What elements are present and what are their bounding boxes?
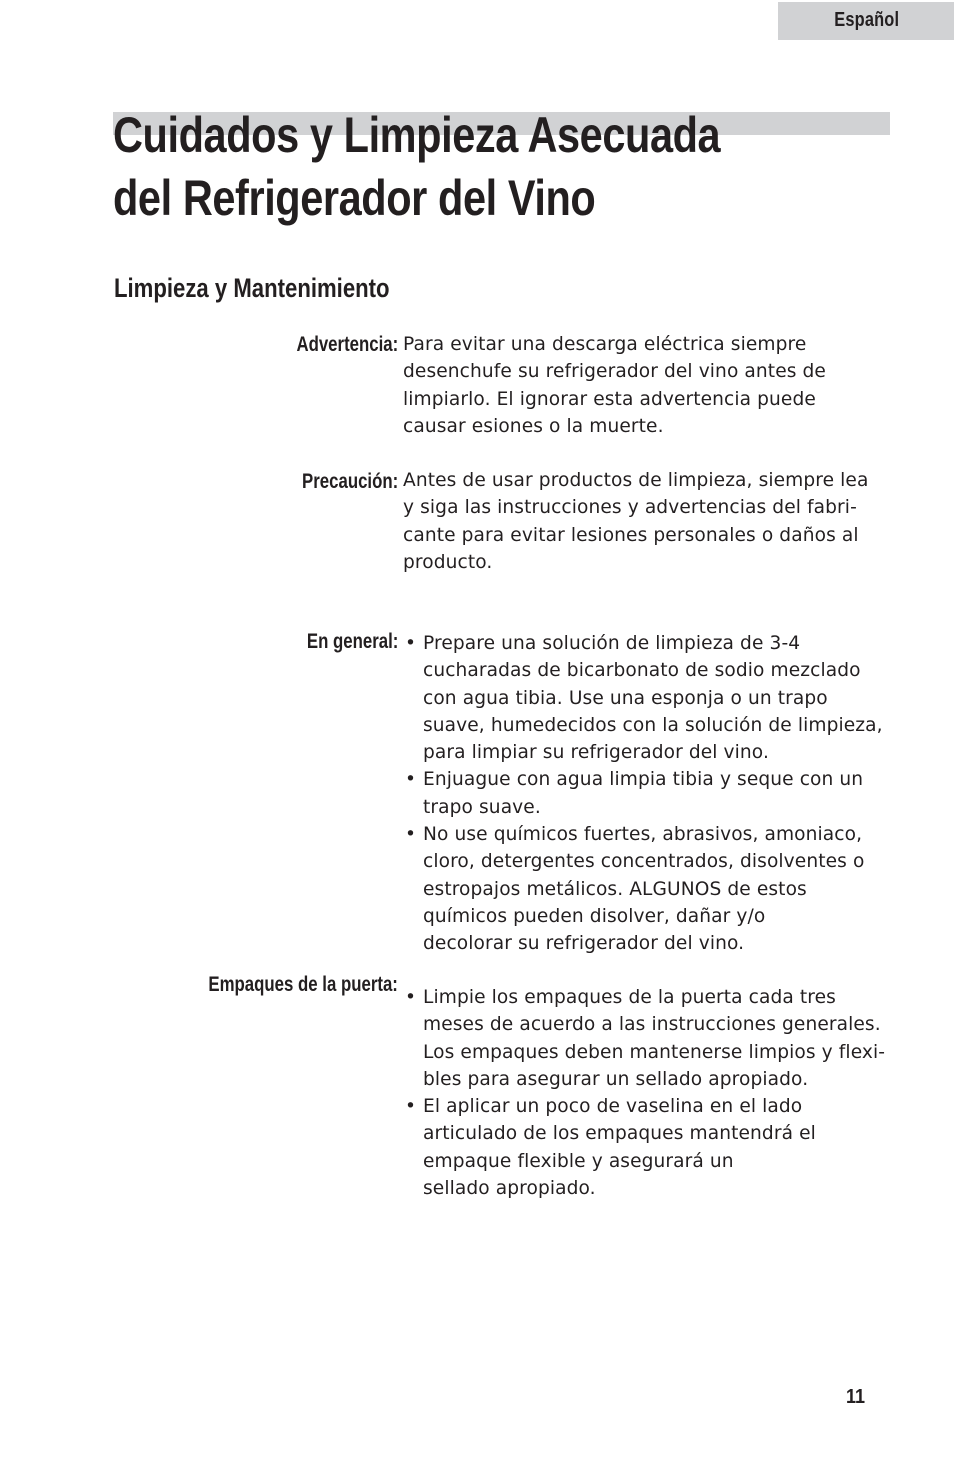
- text-line: • Prepare una solución de limpieza de 3-4: [423, 633, 801, 654]
- text-line: y siga las instrucciones y advertencias del fabri-: [403, 497, 857, 519]
- empaques-list: [403, 984, 893, 1202]
- text-line: con agua tibia. Use una esponja o un trapo: [423, 687, 828, 709]
- term-empaques-de-la-puerta: Empaques de la puerta:: [208, 973, 398, 996]
- text-line: para limpiar su refrigerador del vino.: [423, 742, 769, 764]
- list-item: [403, 630, 893, 766]
- empaques-list-block: [403, 984, 893, 1202]
- text-line: empaque flexible y asegurará un: [423, 1150, 734, 1172]
- text-line: • No use químicos fuertes, abrasivos, amoniaco,: [423, 824, 863, 846]
- text-line: • El aplicar un poco de vaselina en el lado: [423, 1096, 803, 1118]
- page-title-line-2: del Refrigerador del Vino: [113, 170, 596, 226]
- text-line: sellado apropiado.: [423, 1178, 596, 1200]
- list-item: [403, 984, 893, 1093]
- list-item: [403, 1093, 893, 1202]
- general-list-block: [403, 630, 893, 958]
- term-precaucion: Precaución:: [301, 470, 398, 493]
- text-line: • Limpie los empaques de la puerta cada tres: [423, 987, 836, 1008]
- language-tab: [778, 2, 954, 40]
- page-title: [113, 104, 794, 230]
- text-line: • Enjuague con agua limpia tibia y seque con un: [423, 769, 864, 791]
- text-line: decolorar su refrigerador del vino.: [423, 933, 745, 955]
- text-line: Los empaques deben mantenerse limpios y flexi-: [423, 1041, 886, 1063]
- text-line: cloro, detergentes concentrados, disolventes o: [423, 851, 865, 873]
- list-item: [403, 821, 893, 957]
- text-line: causar esiones o la muerte.: [403, 415, 664, 437]
- text-line: limpiarlo. El ignorar esta advertencia puede: [403, 388, 816, 410]
- text-line: suave, humedecidos con la solución de limpieza,: [423, 714, 883, 736]
- text-line: Para evitar una descarga eléctrica siempre: [403, 334, 807, 355]
- page-number: 11: [846, 1386, 866, 1408]
- section-heading: Limpieza y Mantenimiento: [114, 273, 390, 303]
- text-line: Antes de usar productos de limpieza, siempre lea: [403, 470, 869, 491]
- text-line: cucharadas de bicarbonato de sodio mezclado: [423, 660, 861, 682]
- general-list: [403, 630, 893, 958]
- advertencia-text: [403, 331, 893, 440]
- text-line: articulado de los empaques mantendrá el: [423, 1123, 816, 1145]
- list-item: [403, 766, 893, 821]
- text-line: bles para asegurar un sellado apropiado.: [423, 1068, 809, 1090]
- text-line: químicos pueden disolver, dañar y/o: [423, 905, 766, 927]
- text-line: estropajos metálicos. ALGUNOS de estos: [423, 878, 807, 900]
- text-line: producto.: [403, 551, 493, 573]
- text-line: cante para evitar lesiones personales o daños al: [403, 524, 859, 546]
- term-en-general: En general:: [306, 630, 398, 653]
- text-line: desenchufe su refrigerador del vino antes de: [403, 361, 826, 383]
- page-title-line-1: Cuidados y Limpieza Asecuada: [113, 107, 721, 163]
- text-line: meses de acuerdo a las instrucciones generales.: [423, 1014, 881, 1036]
- language-label: Español: [834, 9, 899, 31]
- term-advertencia: Advertencia:: [296, 333, 398, 356]
- text-line: trapo suave.: [423, 796, 541, 818]
- precaucion-text: [403, 467, 893, 576]
